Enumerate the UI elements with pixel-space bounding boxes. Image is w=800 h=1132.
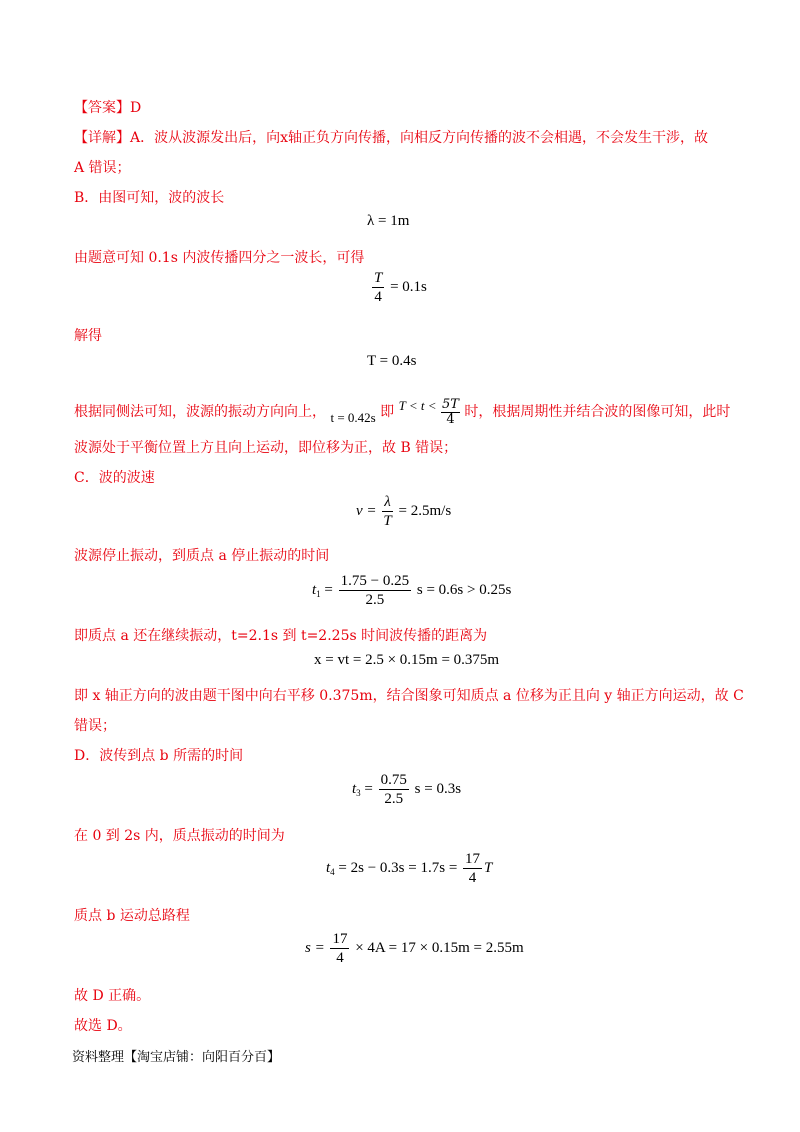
- footer-source-note: 资料整理【淘宝店铺：向阳百分百】: [72, 1050, 281, 1065]
- detail-d-line-1: D．波传到点 b 所需的时间: [74, 748, 244, 764]
- equation-total-path: s = $\frac{17}{4}$ × 4A = 17 × 0.15m = 2.55m: [305, 931, 524, 966]
- detail-c-line-3: 即质点 a 还在继续振动，t=2.1s 到 t=2.25s 时间波传播的距离为: [74, 628, 488, 644]
- solve-label: 解得: [74, 328, 102, 344]
- equation-t1: $t_1$ = $\frac{1.75 - 0.25}{2.5}$ s = 0.6s > 0.25s: [312, 573, 512, 608]
- equation-distance: x = vt = 2.5 × 0.15m = 0.375m: [314, 652, 500, 668]
- detail-b-line-4: 波源处于平衡位置上方且向上运动，即位移为正，故 B 错误；: [74, 440, 458, 456]
- detail-c-line-2: 波源停止振动，到质点 a 停止振动的时间: [74, 548, 330, 564]
- detail-a-line-2: A 错误；: [74, 160, 131, 176]
- conclusion-line: 故选 D。: [74, 1018, 132, 1034]
- detail-a-line-1: 【详解】A．波从波源发出后，向x轴正负方向传播，向相反方向传播的波不会相遇，不会发生干涉，故: [74, 130, 709, 146]
- detail-c-line-1: C．波的波速: [74, 470, 155, 486]
- detail-d-line-3: 质点 b 运动总路程: [74, 908, 190, 924]
- detail-c-line-4: 即 x 轴正方向的波由题干图中向右平移 0.375m，结合图象可知质点 a 位移为正且向 y 轴正方向运动，故 C: [74, 688, 744, 704]
- equation-t3: $t_3$ = $\frac{0.75}{2.5}$ s = 0.3s: [352, 772, 462, 807]
- detail-b-line-2: 由题意可知 0.1s 内波传播四分之一波长，可得: [74, 250, 365, 266]
- detail-c-line-5: 错误；: [74, 718, 116, 734]
- detail-d-line-2: 在 0 到 2s 内，质点振动的时间为: [74, 828, 285, 844]
- equation-quarter-period: $\frac{T}{4}$ = 0.1s: [374, 270, 427, 305]
- detail-d-line-4: 故 D 正确。: [74, 988, 151, 1004]
- equation-period: T = 0.4s: [367, 353, 417, 369]
- inline-t-value: t = 0.42s: [330, 410, 376, 425]
- equation-wavelength: λ = 1m: [367, 213, 410, 229]
- detail-b-line-1: B．由图可知，波的波长: [74, 190, 225, 206]
- equation-t4: $t_4 = 2s - 0.3s = 1.7s$ = $\frac{17}{4}$ T: [326, 851, 493, 886]
- detail-b-line-3: 根据同侧法可知，波源的振动方向向上， t = 0.42s 即 T < t < $\frac{5T}{4}$ 时，根据周期性并结合波的图像可知，此时: [74, 396, 731, 427]
- answer-line: 【答案】D: [74, 100, 142, 116]
- equation-wave-speed: v = $\frac{\lambda}{T}$ = 2.5m/s: [356, 494, 452, 529]
